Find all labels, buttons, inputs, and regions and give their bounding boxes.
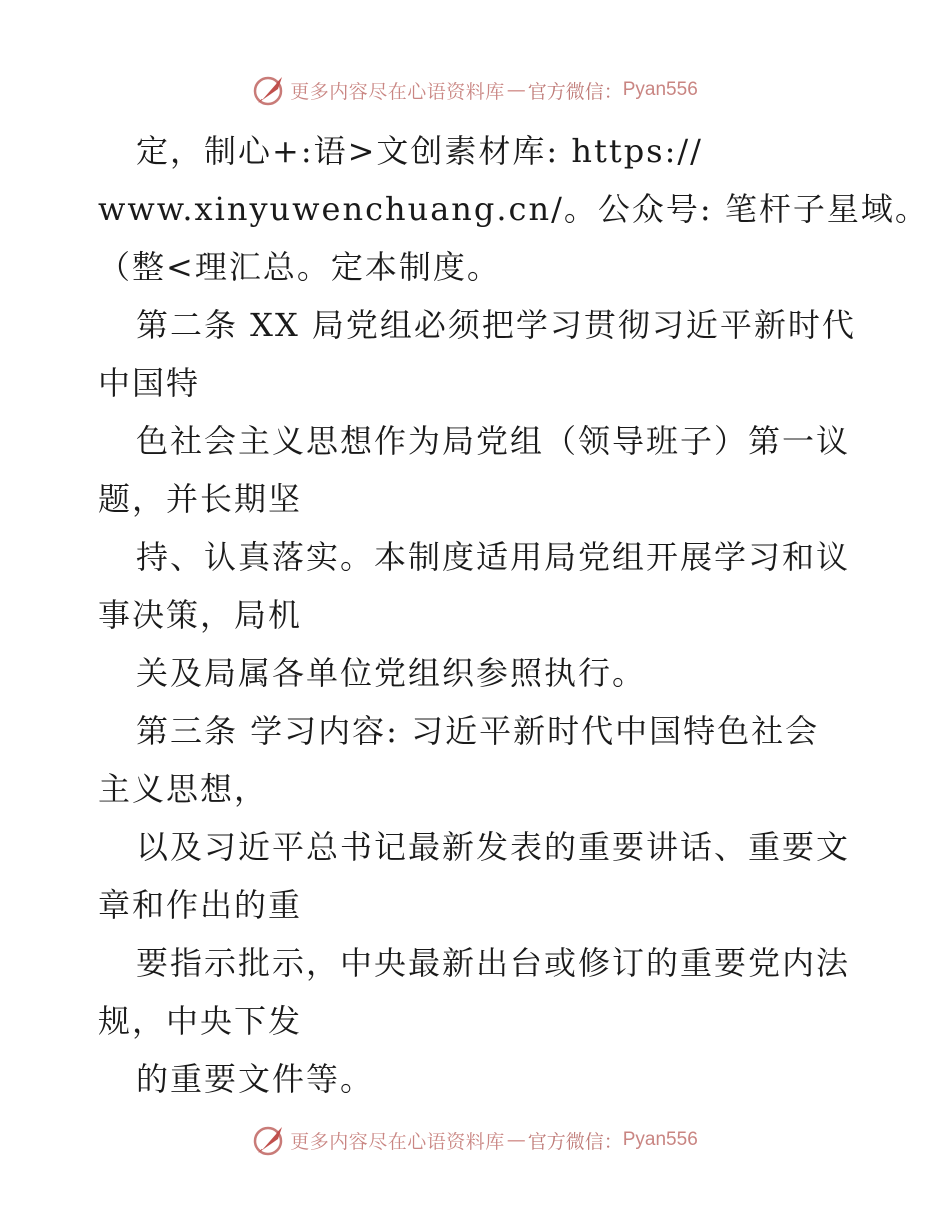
body-line: 以及习近平总书记最新发表的重要讲话、重要文 [136, 828, 851, 866]
quill-logo-icon [252, 1123, 286, 1157]
watermark-wechat-id: Pyan556 [622, 1129, 698, 1150]
quill-logo-icon [252, 73, 286, 107]
watermark-wechat-label: 官方微信： [527, 80, 623, 103]
body-line: 关及局属各单位党组织参照执行。 [136, 654, 647, 692]
footer-watermark [0, 1120, 950, 1160]
body-line: 色社会主义思想作为局党组（领导班子）第一议 [136, 422, 851, 460]
body-line: 事决策，局机 [98, 596, 303, 634]
body-line: 第三条 学习内容: 习近平新时代中国特色社会 [136, 712, 820, 750]
body-line: 定，制心+:语>文创素材库: https:// [136, 132, 703, 170]
document-body [98, 122, 929, 1108]
body-line: 中国特 [98, 364, 201, 402]
body-line: 主义思想， [98, 770, 269, 808]
body-line: 题，并长期坚 [98, 480, 303, 518]
body-line: 持、认真落实。本制度适用局党组开展学习和议 [136, 538, 851, 576]
body-line: （整<理汇总。定本制度。 [98, 248, 501, 286]
body-line: www.xinyuwenchuang.cn/。公众号: 笔杆子星域。 [98, 190, 929, 228]
body-line: 第二条 XX 局党组必须把学习贯彻习近平新时代 [136, 306, 856, 344]
watermark-wechat-label: 官方微信： [527, 1130, 623, 1153]
watermark-wechat-id: Pyan556 [622, 79, 698, 100]
body-line: 规，中央下发 [98, 1002, 303, 1040]
watermark-text: 更多内容尽在心语资料库 [290, 1130, 505, 1153]
body-line: 的重要文件等。 [136, 1060, 375, 1098]
watermark-dash: — [506, 79, 526, 101]
watermark-dash: — [506, 1129, 526, 1151]
body-line: 要指示批示，中央最新出台或修订的重要党内法 [136, 944, 851, 982]
body-line: 章和作出的重 [98, 886, 303, 924]
watermark-text: 更多内容尽在心语资料库 [290, 80, 505, 103]
header-watermark [0, 70, 950, 110]
